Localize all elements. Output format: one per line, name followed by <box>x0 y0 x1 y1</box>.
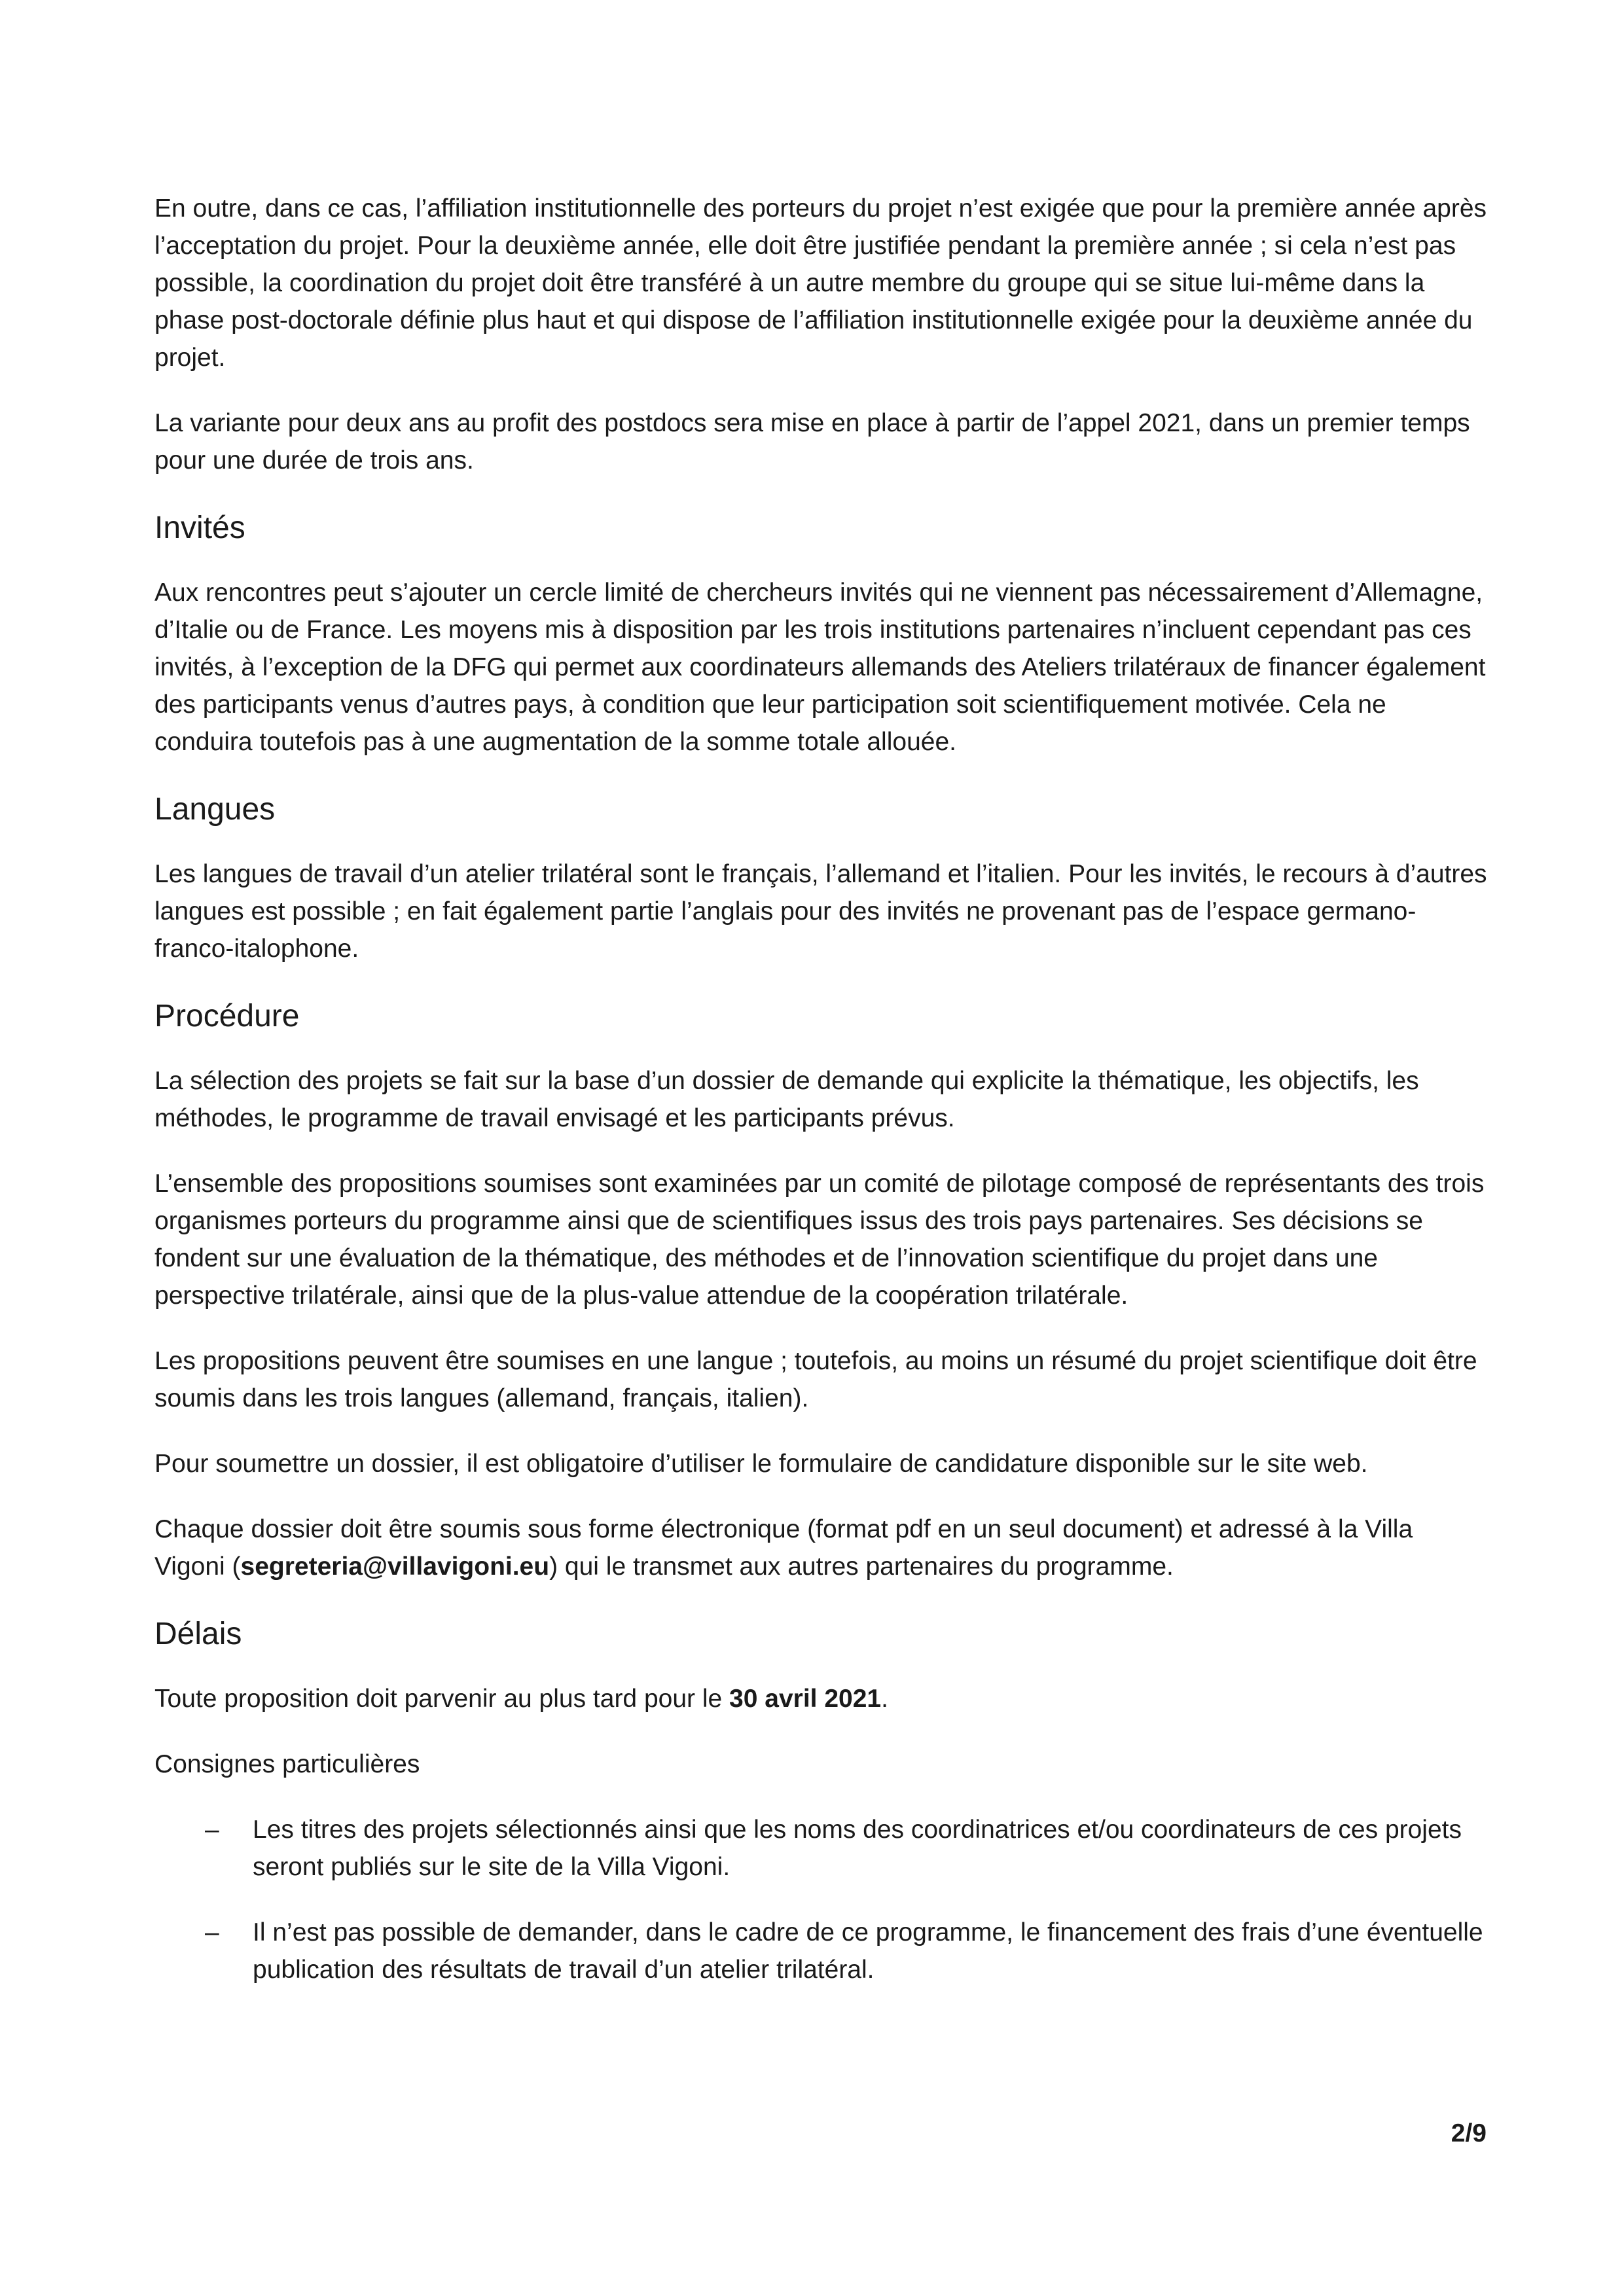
list-item-text: Il n’est pas possible de demander, dans le cadre de ce programme, le financement des frais d’une éventuelle publication des résultats de travail d’un atelier trilatéral. <box>253 1918 1483 1984</box>
heading-delais: Délais <box>154 1617 242 1651</box>
heading-langues: Langues <box>154 792 276 827</box>
deadline-paragraph <box>154 1680 1490 1717</box>
list-item-text: Les titres des projets sélectionnés ainsi que les noms des coordinatrices et/ou coordinateurs de ces projets seront publiés sur le site de la Villa Vigoni. <box>253 1816 1462 1881</box>
deadline-date: 30 avril 2021 <box>729 1685 882 1713</box>
heading-invites: Invités <box>154 511 245 545</box>
dash-bullet: – <box>205 1816 219 1844</box>
deadline-text-before: Toute proposition doit parvenir au plus tard pour le <box>154 1685 730 1713</box>
list-item <box>154 1811 1490 1886</box>
intro-paragraph-2: La variante pour deux ans au profit des postdocs sera mise en place à partir de l’appel 2021, dans un premier temps pour une durée de trois ans. <box>154 409 1470 475</box>
procedure-p5-text-before: Chaque dossier doit être soumis sous forme électronique (format pdf en un seul document) et adressé à la Villa Vigoni ( <box>154 1515 1413 1581</box>
document-page <box>154 190 1490 2017</box>
dash-bullet: – <box>205 1918 219 1946</box>
invites-paragraph: Aux rencontres peut s’ajouter un cercle limité de chercheurs invités qui ne viennent pas nécessairement d’Allemagne, d’Italie ou de France. Les moyens mis à disposition par les trois institutions partenaires n’incluent cependant pas ces invités, à l’exception de la DFG qui permet aux coordinateurs allemands des Ateliers trilatéraux de financer également des participants venus d’autres pays, à condition que leur participation soit scientifiquement motivée. Cela ne conduira toutefois pas à une augmentation de la somme totale allouée. <box>154 579 1486 756</box>
page-number: 2/9 <box>1451 2119 1487 2147</box>
langues-paragraph: Les langues de travail d’un atelier trilatéral sont le français, l’allemand et l’italien. Pour les invités, le recours à d’autres langues est possible ; en fait également partie l’anglais pour des invités ne provenant pas de l’espace germano-franco-italophone. <box>154 860 1487 963</box>
deadline-text-after: . <box>881 1685 888 1713</box>
procedure-p5-text-after: ) qui le transmet aux autres partenaires du programme. <box>549 1552 1174 1581</box>
consignes-list <box>154 1811 1490 1988</box>
heading-procedure: Procédure <box>154 999 300 1033</box>
procedure-paragraph-2: L’ensemble des propositions soumises sont examinées par un comité de pilotage composé de représentants des trois organismes porteurs du programme ainsi que de scientifiques issus des trois pays partenaires. Ses décisions se fondent sur une évaluation de la thématique, des méthodes et de l’innovation scientifique du projet dans une perspective trilatérale, ainsi que de la plus-value attendue de la coopération trilatérale. <box>154 1170 1485 1310</box>
procedure-paragraph-3: Les propositions peuvent être soumises en une langue ; toutefois, au moins un résumé du projet scientifique doit être soumis dans les trois langues (allemand, français, italien). <box>154 1347 1477 1412</box>
email-address: segreteria@villavigoni.eu <box>240 1552 550 1581</box>
list-item <box>154 1914 1490 1988</box>
consignes-label: Consignes particulières <box>154 1750 420 1778</box>
procedure-paragraph-1: La sélection des projets se fait sur la base d’un dossier de demande qui explicite la thématique, les objectifs, les méthodes, le programme de travail envisagé et les participants prévus. <box>154 1067 1419 1132</box>
procedure-paragraph-5 <box>154 1511 1490 1585</box>
intro-paragraph-1: En outre, dans ce cas, l’affiliation institutionnelle des porteurs du projet n’est exigée que pour la première année après l’acceptation du projet. Pour la deuxième année, elle doit être justifiée pendant la première année ; si cela n’est pas possible, la coordination du projet doit être transféré à un autre membre du groupe qui se situe lui-même dans la phase post-doctorale définie plus haut et qui dispose de l’affiliation institutionnelle exigée pour la deuxième année du projet. <box>154 194 1487 372</box>
procedure-paragraph-4: Pour soumettre un dossier, il est obligatoire d’utiliser le formulaire de candidature disponible sur le site web. <box>154 1450 1368 1478</box>
